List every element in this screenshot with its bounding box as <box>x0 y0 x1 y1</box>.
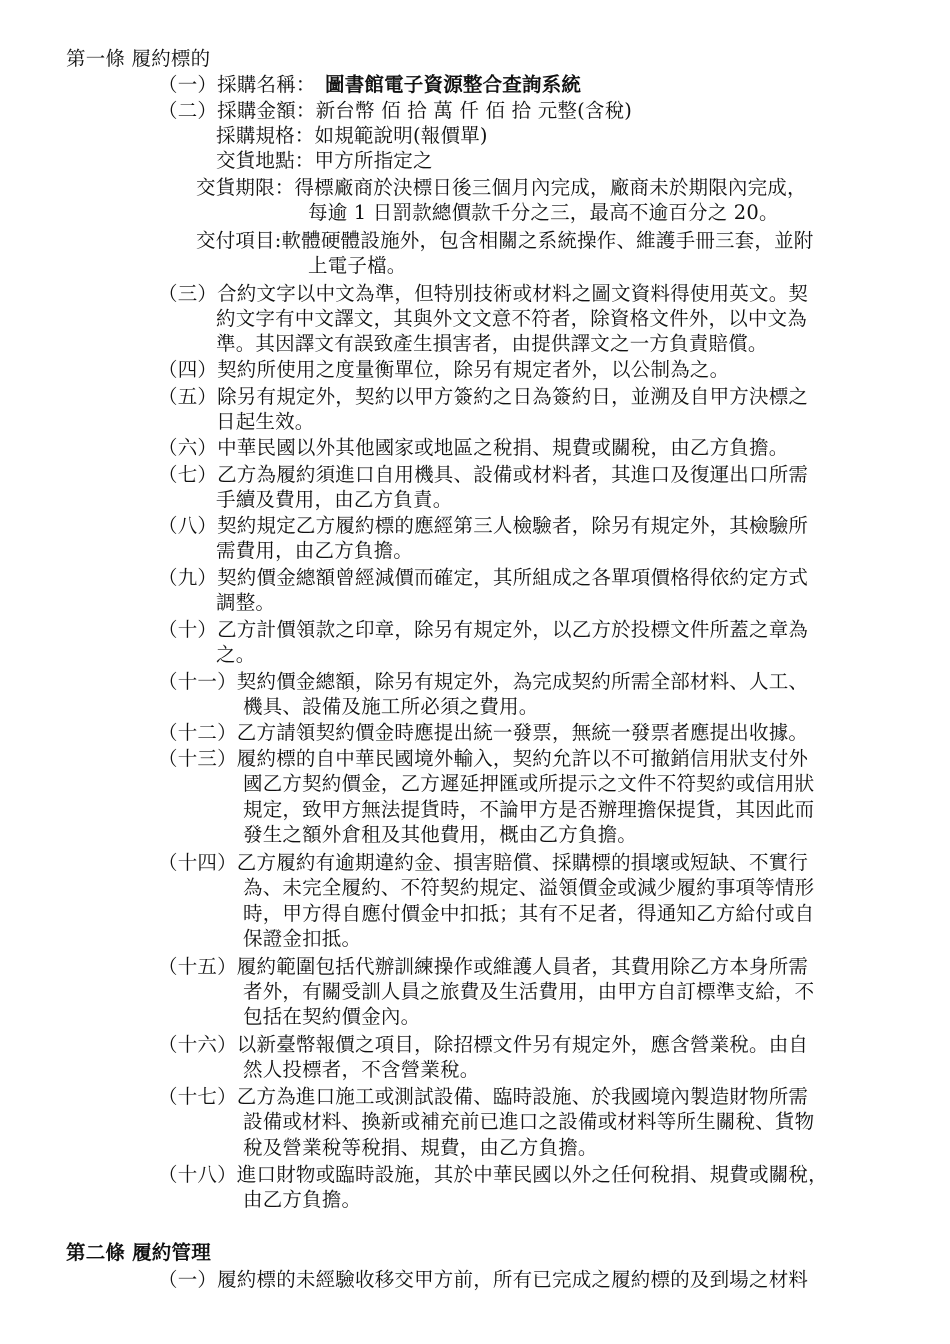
clause-18-line-2: 由乙方負擔。 <box>243 1188 362 1211</box>
clause-8-line-1: （八）契約規定乙方履約標的應經第三人檢驗者，除另有規定外，其檢驗所 <box>158 514 809 537</box>
article-1-heading: 第一條 履約標的 <box>66 47 211 70</box>
clause-8-line-2: 需費用，由乙方負擔。 <box>216 539 414 562</box>
clause-14-line-1: （十四）乙方履約有逾期違約金、損害賠償、採購標的損壞或短缺、不實行 <box>158 851 809 874</box>
clause-9-line-2: 調整。 <box>216 591 276 614</box>
clause-17-line-2: 設備或材料、換新或補充前已進口之設備或材料等所生關稅、貨物 <box>243 1110 815 1133</box>
clause-3-line-3: 準。其因譯文有誤致產生損害者，由提供譯文之一方負責賠償。 <box>216 332 768 355</box>
clause-10-line-1: （十）乙方計價領款之印章，除另有規定外，以乙方於投標文件所蓋之章為 <box>158 618 809 641</box>
clause-13-line-2: 國乙方契約價金，乙方遲延押匯或所提示之文件不符契約或信用狀 <box>243 772 815 795</box>
clause-13-line-1: （十三）履約標的自中華民國境外輸入，契約允許以不可撤銷信用狀支付外 <box>158 747 809 770</box>
clause-10-line-2: 之。 <box>216 643 256 666</box>
location-line: 交貨地點：甲方所指定之 <box>216 149 433 172</box>
clause-15-line-2: 者外，有關受訓人員之旅費及生活費用，由甲方自訂標準支給，不 <box>243 980 815 1003</box>
deadline-line-1: 交貨期限：得標廠商於決標日後三個月內完成，廠商未於期限內完成， <box>196 176 807 199</box>
clause-14-line-2: 為、未完全履約、不符契約規定、溢領價金或減少履約事項等情形 <box>243 876 815 899</box>
clause-12-line-1: （十二）乙方請領契約價金時應提出統一發票，無統一發票者應提出收據。 <box>158 721 809 744</box>
deliverables-line-1: 交付項目:軟體硬體設施外，包含相關之系統操作、維護手冊三套，並附 <box>196 229 814 252</box>
clause-16-line-2: 然人投標者，不含營業稅。 <box>243 1058 480 1081</box>
clause-15-line-1: （十五）履約範圍包括代辦訓練操作或維護人員者，其費用除乙方本身所需 <box>158 955 809 978</box>
clause-9-line-1: （九）契約價金總額曾經減價而確定，其所組成之各單項價格得依約定方式 <box>158 566 809 589</box>
spec-line: 採購規格：如規範說明(報價單) <box>216 124 488 147</box>
clause-13-line-3: 規定，致甲方無法提貨時，不論甲方是否辦理擔保提貨，其因此而 <box>243 798 815 821</box>
clause-3-line-2: 約文字有中文譯文，其與外文文意不符者，除資格文件外，以中文為 <box>216 307 808 330</box>
purchase-name: 圖書館電子資源整合查詢系統 <box>325 73 582 96</box>
clause-11-line-2: 機具、設備及施工所必須之費用。 <box>243 695 539 718</box>
clause-14-line-4: 保證金扣抵。 <box>243 927 362 950</box>
clause-3-line-1: （三）合約文字以中文為準，但特別技術或材料之圖文資料得使用英文。契 <box>158 282 809 305</box>
clause-6-line-1: （六）中華民國以外其他國家或地區之稅捐、規費或關稅，由乙方負擔。 <box>158 436 789 459</box>
clause-4-line-1: （四）契約所使用之度量衡單位，除另有規定者外，以公制為之。 <box>158 358 730 381</box>
item-2-amount: （二）採購金額：新台幣 佰 拾 萬 仟 佰 拾 元整(含稅) <box>158 99 633 122</box>
clause-17-line-1: （十七）乙方為進口施工或測試設備、臨時設施、於我國境內製造財物所需 <box>158 1085 809 1108</box>
deadline-line-2: 每逾 1 日罰款總價款千分之三，最高不逾百分之 20。 <box>308 201 779 224</box>
clause-16-line-1: （十六）以新臺幣報價之項目，除招標文件另有規定外，應含營業稅。由自 <box>158 1033 809 1056</box>
clause-7-line-1: （七）乙方為履約須進口自用機具、設備或材料者，其進口及復運出口所需 <box>158 463 809 486</box>
deliverables-line-2: 上電子檔。 <box>308 254 407 277</box>
item-1-label: （一）採購名稱： <box>158 73 316 96</box>
clause-17-line-3: 稅及營業稅等稅捐、規費，由乙方負擔。 <box>243 1136 598 1159</box>
clause-13-line-4: 發生之額外倉租及其他費用，概由乙方負擔。 <box>243 823 638 846</box>
clause-14-line-3: 時，甲方得自應付價金中扣抵；其有不足者，得通知乙方給付或自 <box>243 902 815 925</box>
article-2-heading: 第二條 履約管理 <box>66 1241 211 1264</box>
clause-5-line-2: 日起生效。 <box>216 410 315 433</box>
clause-18-line-1: （十八）進口財物或臨時設施，其於中華民國以外之任何稅捐、規費或關稅， <box>158 1163 828 1186</box>
clause-7-line-2: 手續及費用，由乙方負責。 <box>216 488 453 511</box>
article-2-item-1: （一）履約標的未經驗收移交甲方前，所有已完成之履約標的及到場之材料 <box>158 1268 809 1291</box>
clause-11-line-1: （十一）契約價金總額，除另有規定外，為完成契約所需全部材料、人工、 <box>158 670 809 693</box>
clause-15-line-3: 包括在契約價金內。 <box>243 1005 421 1028</box>
clause-5-line-1: （五）除另有規定外，契約以甲方簽約之日為簽約日，並溯及自甲方決標之 <box>158 385 809 408</box>
